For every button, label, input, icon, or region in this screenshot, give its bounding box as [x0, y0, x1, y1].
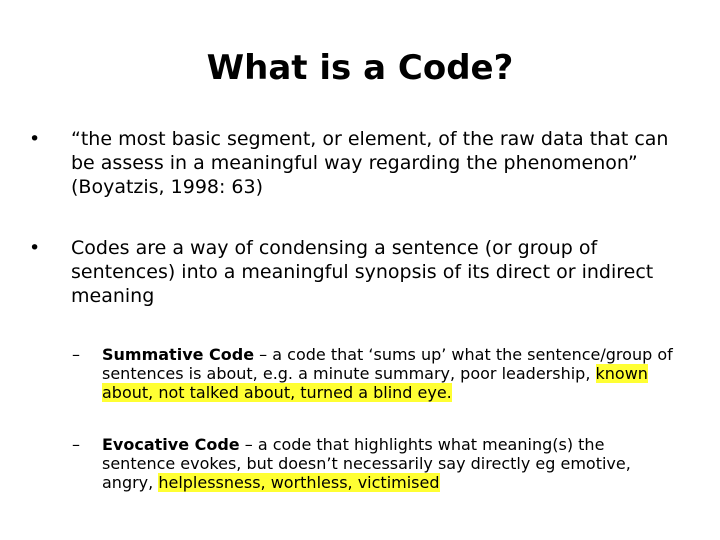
sub-bullet-item: [72, 435, 682, 492]
sub-bullet-text: [102, 345, 682, 402]
definition-text: – a code that highlights what meaning(s) the sentence evokes, but doesn’t necessarily say directly eg emotive, angry,: [102, 435, 631, 492]
definition-text: – a code that ‘sums up’ what the sentence/group of sentences is about, e.g. a minute summary, poor leadership,: [102, 345, 673, 383]
highlighted-text: known about, not talked about, turned a blind eye.: [102, 364, 648, 402]
bullet-text: “the most basic segment, or element, of the raw data that can be assess in a meaningful way regarding the phenomenon” (Boyatzis, 1998: 63): [71, 128, 669, 198]
slide-title: What is a Code?: [206, 48, 514, 88]
sub-bullet-marker: –: [72, 345, 80, 364]
bullet-marker: •: [29, 128, 41, 150]
bullet-text: Codes are a way of condensing a sentence (or group of sentences) into a meaningful synopsis of its direct or indirect meaning: [71, 237, 654, 307]
sub-bullet-text: [102, 435, 682, 492]
highlighted-text: helplessness, worthless, victimised: [158, 473, 440, 492]
sub-bullet-item: [72, 345, 682, 402]
bullet-marker: •: [29, 237, 41, 259]
sub-bullet-marker: –: [72, 435, 80, 454]
bullet-item: [29, 127, 679, 199]
code-term: Evocative Code: [102, 435, 240, 454]
bullet-item: [29, 236, 679, 308]
code-term: Summative Code: [102, 345, 255, 364]
